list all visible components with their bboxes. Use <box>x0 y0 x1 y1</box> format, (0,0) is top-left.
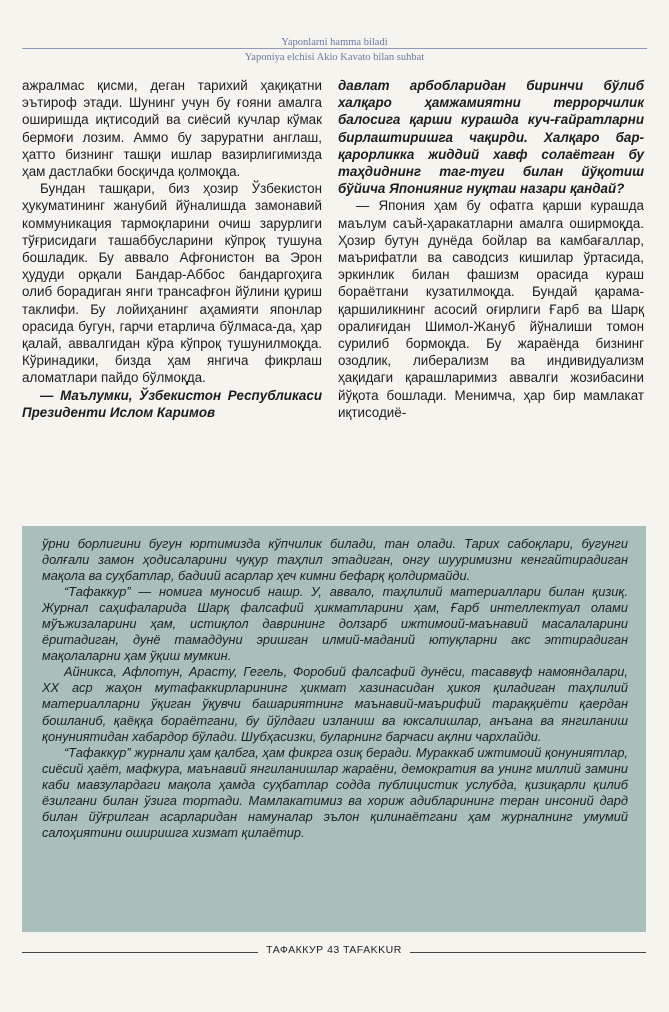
left-paragraph-1: ажралмас қисми, деган тарихий ҳақиқатни эътироф этади. Шунинг учун бу ғояни амалга оширишда иқтисодий ва сиёсий кучлар кўмак бермоғи лозим. Аммо бу заруратни англаш, ҳатто бизнинг ташқи ишлар вазирлигимизда ҳам дастлабки босқичда қолмоқда. <box>22 78 322 180</box>
sidebar-paragraph-1: ўрни борлигини бугун юртимизда кўпчилик билади, тан олади. Тарих сабоқлари, бугунги долғали замон ҳодисаларини чуқур таҳлил этадиган, онгу шууримизни кенгайтирадиган мақола ва суҳбатлар, бадиий асарлар ҳеч кимни бефарқ қолдирмайди. <box>42 536 628 584</box>
sidebar-box <box>22 526 646 932</box>
running-header-title: Yaponlarni hamma biladi <box>281 37 388 48</box>
sidebar-paragraph-3: Айникса, Афлотун, Арасту, Гегель, Форобий фалсафий дунёси, тасаввуф намояндалари, XX аср жаҳон мутафаккирларининг ҳикмат хазинасидан ҳикоя қиладиган таҳлилий материалларни ўқиган ўқувчи башариятнинг маънавий-маърифий тараққиёти қаердан бошланиб, қаёққа бораётгани, бу йўлдаги изланиш ва юксалишлар, анъана ва янгиланиш қонуниятидан хабардор бўлади. Шубҳасизки, буларнинг барчаси ақлни чархлайди. <box>42 664 628 744</box>
sidebar-paragraph-2: “Тафаккур” — номига муносиб нашр. У, аввало, таҳлилий материаллари билан қизиқ. Журнал саҳифаларида Шарқ фалсафий ҳикматларини ҳам, Ғарб интеллектуал олами мўъжизаларини ҳам, истиқлол даврининг долзарб ижтимоий-маънавий масалаларини ёритадиган, дунё тамаддуни эришган илмий-маданий ютуқларни акс эттирадиган мақолаларни ҳам ўқиш мумкин. <box>42 584 628 664</box>
interview-question: давлат арбобларидан биринчи бўлиб халқаро ҳамжамиятни террорчилик балосига қарши курашда куч-ғайратларни бирлаштиришга чақирди. Халқаро бар-қарорликка жиддий хавф солаётган бу таҳдиднинг таг-туги билан йўқотиш бўйича Японияниг нуқтаи назари қандай? <box>338 78 644 197</box>
running-header-subtitle: Yaponiya elchisi Akio Kavato bilan suhbat <box>244 52 425 63</box>
left-paragraph-2: Бундан ташқари, биз ҳозир Ўзбекистон ҳукуматининг жанубий йўналишда замонавий коммуникация тармоқларини очиш зарурлиги тўғрисидаги ташаббусларини кўпроқ тушуна бошладик. Бу аввало Афғонистон ва Эрон ҳудуди орқали Бандар-Аббос бандаргоҳига олиб борадиган янги трансафғон йўлини қуриш таклифи. Бу лойиҳанинг аҳамияти японлар орасида бугун, гарчи етарлича бўлмаса-да, ҳар қалай, аввалгидан кўра кўпроқ тушунилмоқда. Кўринадики, бизда ҳам янгича фикрлаш аломатлари пайдо бўлмоқда. <box>22 181 322 386</box>
interview-answer: — Япония ҳам бу офатга қарши курашда маълум саъй-ҳаракатларни амалга оширмоқда. Ҳозир бутун дунёда бойлар ва камбағаллар, маърифатли ва саводсиз кишилар ўртасида, эркинлик билан фашизм орасида кураш бораётгани кузатилмоқда. Бундай қарама-қаршиликнинг асосий оғирлиги Ғарб ва Шарқ оралиғидан Шимол-Жануб йўналиши томон сурилиб бормоқда. Бу жараёнда бизнинг озодлик, либерализм ва индивидуализм ҳақидаги қарашларимиз аввалги жозибасини йўқота бошлади. Менимча, ҳар бир мамлакат иқтисодиё- <box>338 198 644 420</box>
page-footer <box>22 944 646 960</box>
footer-page-label: ТАФАККУР 43 TAFAKKUR <box>258 944 410 956</box>
header-rule <box>22 48 647 49</box>
question-lead-in: — Маълумки, Ўзбекистон Республикаси Президенти Ислом Каримов <box>22 387 322 420</box>
right-column <box>338 77 644 421</box>
left-column <box>22 77 322 421</box>
running-header <box>0 36 669 64</box>
sidebar-paragraph-4: “Тафаккур” журнали ҳам қалбга, ҳам фикрга озиқ беради. Мураккаб ижтимоий қонуниятлар, сиёсий ҳаёт, мафкура, маънавий янгиланишлар жараёни, демократия ва унинг миллий замини каби мавзулардаги мақола ҳамда суҳбатлар содда публицистик услубда, қизиқарли қилиб ёзилгани билан ўзига тортади. Мамлакатимиз ва хориж адибларининг теран инсоний дард билан йўғрилган асарларидан намуналар эълон қилинаётгани ҳам журналнинг умумий салоҳиятини оширишга хизмат қилаётир. <box>42 744 628 840</box>
